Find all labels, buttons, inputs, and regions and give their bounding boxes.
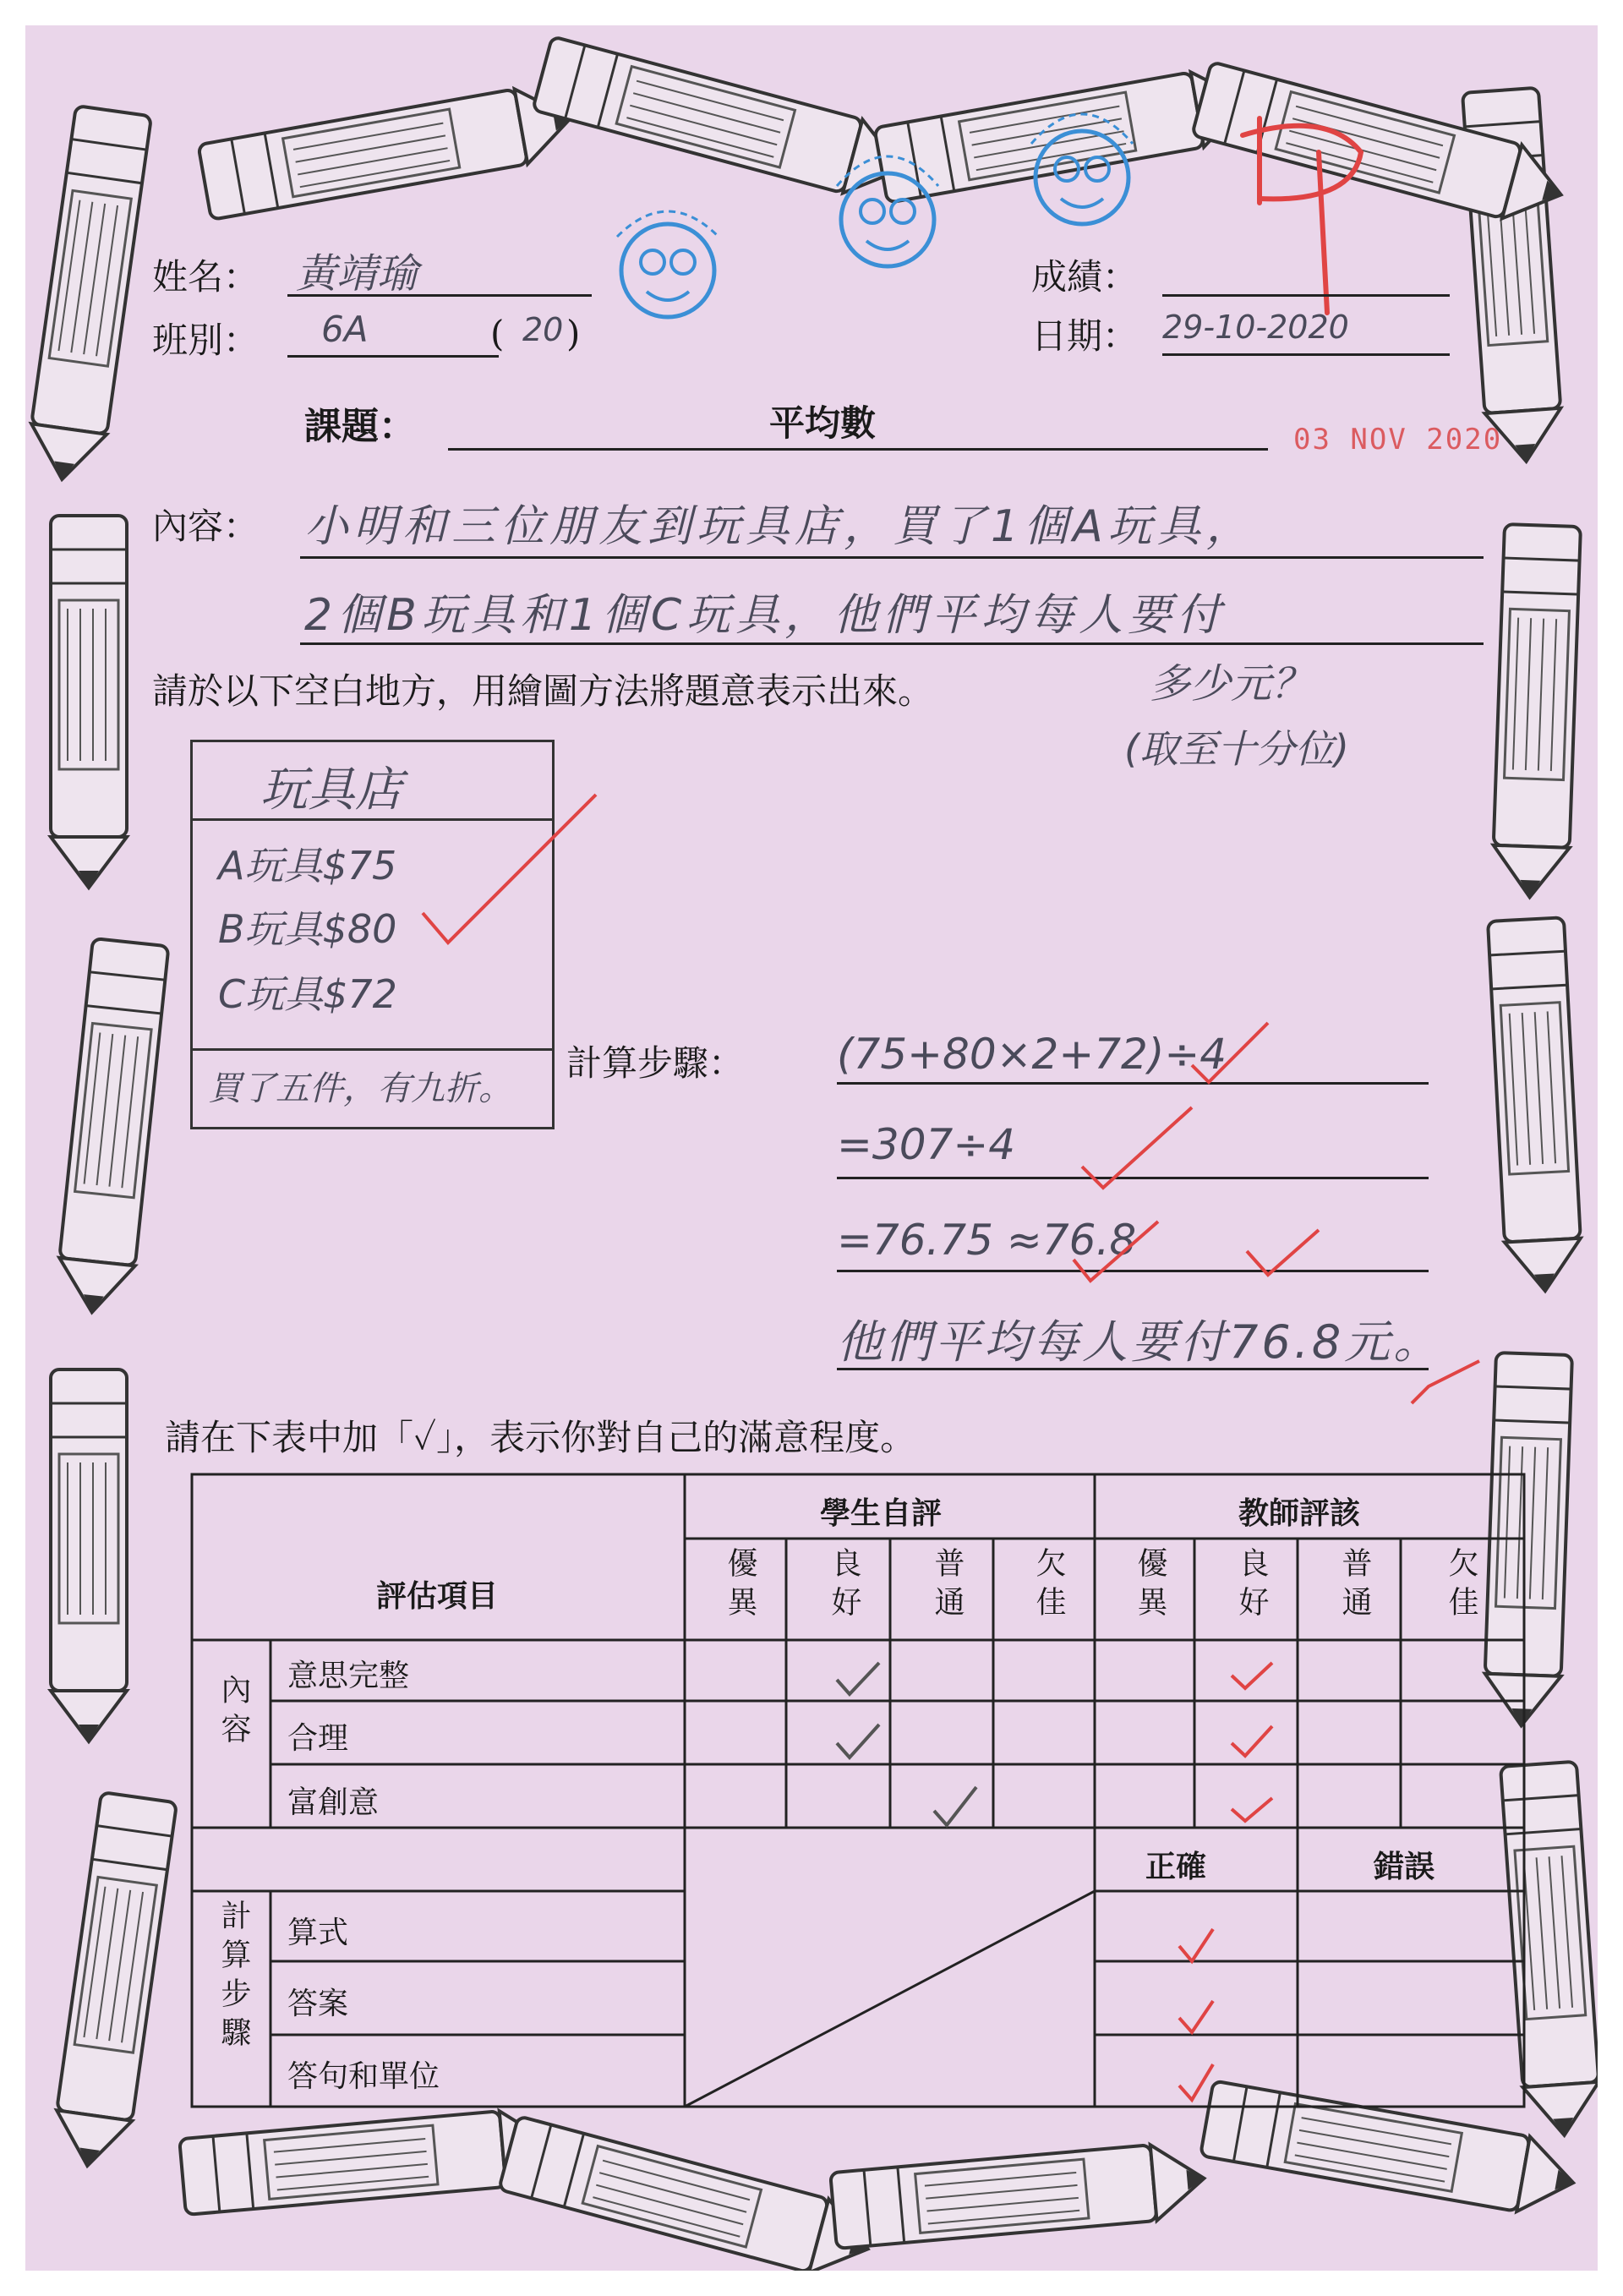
score-label: 成績： (1031, 256, 1139, 298)
discount-note: 買了五件，有九折。 (208, 1069, 512, 1108)
instruction-tick: 請在下表中加「✓」，表示你對自己的滿意程度。 (165, 1417, 916, 1458)
name-label: 姓名： (152, 256, 260, 298)
best-friend-stamp-icon (803, 110, 972, 296)
price-item-b: B玩具$80 (218, 906, 397, 952)
col-assessment-item: 評估項目 (376, 1578, 499, 1614)
rating-fair-teacher: 普通 (1337, 1547, 1372, 1625)
best-friend-stamp-icon (583, 178, 752, 347)
grade-mark-p-icon (1226, 101, 1395, 321)
row-complete-meaning: 意思完整 (287, 1659, 410, 1693)
rating-good: 良好 (827, 1547, 861, 1625)
check-mark-icon (414, 786, 609, 955)
worksheet-page (25, 25, 1598, 2271)
received-date-stamp: 03 NOV 2020 (1293, 423, 1503, 456)
col-teacher: 教師評該 (1238, 1495, 1361, 1531)
rating-poor-teacher: 欠佳 (1444, 1547, 1478, 1625)
col-correct: 正確 (1145, 1849, 1207, 1884)
row-formula: 算式 (287, 1916, 349, 1950)
class-number-close: ) (566, 313, 581, 354)
row-creative: 富創意 (287, 1785, 380, 1820)
rating-poor: 欠佳 (1031, 1547, 1066, 1625)
check-marks-icon (1065, 1006, 1505, 1420)
topic-label: 課題： (304, 405, 416, 448)
col-wrong: 錯誤 (1374, 1849, 1435, 1884)
price-item-c: C玩具$72 (218, 971, 397, 1017)
content-label: 內容： (152, 506, 260, 547)
rating-fair: 普通 (930, 1547, 965, 1625)
date-label: 日期： (1031, 315, 1139, 357)
class-label: 班別： (152, 320, 260, 361)
price-item-a: A玩具$75 (218, 843, 397, 888)
class-number-value: 20 (522, 311, 564, 348)
col-student-self: 學生自評 (820, 1495, 943, 1531)
topic-value: 平均數 (769, 402, 877, 444)
rating-excellent-teacher: 優異 (1133, 1547, 1167, 1625)
calc-step-2: =307÷4 (837, 1120, 1016, 1169)
class-value: 6A (321, 309, 369, 350)
evaluation-table (190, 1473, 1526, 2108)
calc-step-1: (75+80×2+72)÷4 (837, 1030, 1227, 1079)
group-calc-steps: 計算步驟 (216, 1900, 251, 2055)
class-number-open: ( (490, 313, 505, 354)
rating-good-teacher: 良好 (1234, 1547, 1269, 1625)
calc-step-3: =76.75 ≈76.8 (837, 1216, 1137, 1265)
question-line-1: 小明和三位朋友到玩具店，買了1個A玩具， (304, 501, 1255, 552)
row-sentence-unit: 答句和單位 (287, 2059, 440, 2094)
calc-steps-label: 計算步驟： (566, 1042, 745, 1084)
question-line-3: 多少元？ (1150, 660, 1313, 708)
row-reasonable: 合理 (287, 1721, 349, 1756)
calc-answer-sentence: 他們平均每人要付76.8元。 (837, 1315, 1443, 1369)
rating-excellent: 優異 (723, 1547, 757, 1625)
row-answer: 答案 (287, 1987, 349, 2021)
name-value: 黃靖瑜 (296, 250, 418, 298)
question-line-2: 2個B玩具和1個C玩具，他們平均每人要付 (304, 590, 1227, 641)
group-content: 內容 (216, 1674, 251, 1752)
best-friend-stamp-icon (997, 68, 1167, 254)
question-note: (取至十分位) (1124, 726, 1349, 772)
shop-title: 玩具店 (260, 763, 402, 817)
date-value: 29-10-2020 (1162, 309, 1349, 346)
instruction-draw: 請於以下空白地方，用繪圖方法將題意表示出來。 (152, 670, 934, 712)
